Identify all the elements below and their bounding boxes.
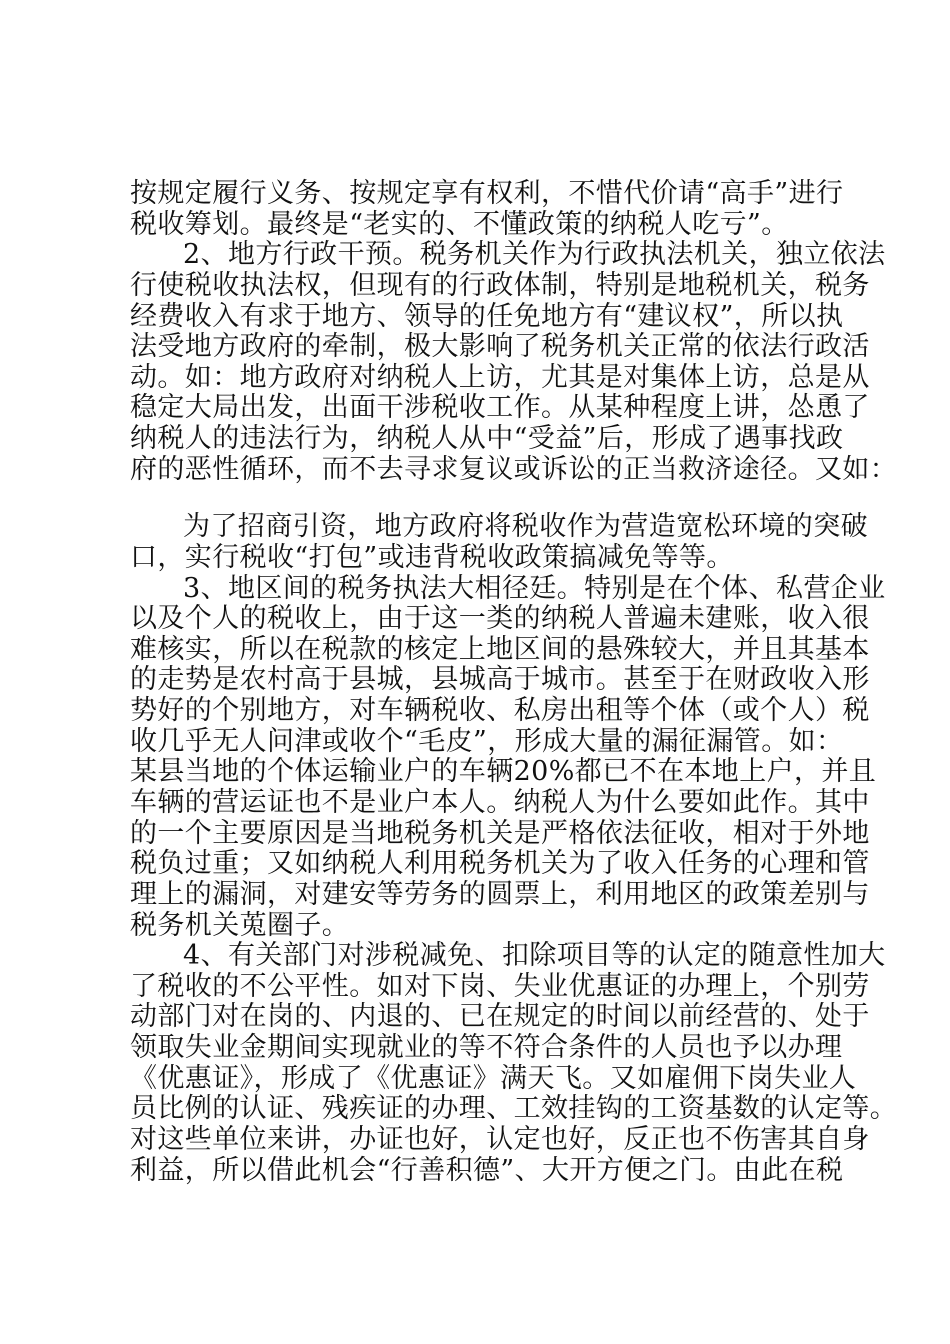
paragraph-line: 利益，所以借此机会“行善积德”、大开方便之门。由此在税 [130, 1154, 844, 1186]
paragraph-line: 纳税人的违法行为，纳税人从中“受益”后，形成了遇事找政 [130, 423, 844, 454]
paragraph-line: 4、有关部门对涉税减免、扣除项目等的认定的随意性加大 [183, 940, 886, 972]
paragraph-line: 难核实，所以在税款的核定上地区间的悬殊较大，并且其基本 [130, 633, 870, 665]
paragraph-line: 《优惠证》，形成了《优惠证》满天飞。又如雇佣下岗失业人 [130, 1062, 857, 1094]
paragraph-line: 领取失业金期间实现就业的等不符合条件的人员也予以办理 [130, 1032, 843, 1063]
paragraph-line: 了税收的不公平性。如对下岗、失业优惠证的办理上，个别劳 [130, 970, 870, 1002]
paragraph-line: 对这些单位来讲，办证也好，认定也好，反正也不伤害其自身 [130, 1123, 870, 1155]
paragraph-line: 的走势是农村高于县城，县城高于城市。甚至于在财政收入形 [130, 664, 870, 696]
paragraph-line: 税务机关莵圈子。 [130, 909, 350, 941]
paragraph-line: 按规定履行义务、按规定享有权利，不惜代价请“高手”进行 [130, 178, 844, 209]
paragraph-line: 稳定大局出发，出面干涉税收工作。从某种程度上讲，怂恿了 [130, 392, 870, 424]
paragraph-line: 收几乎无人问津或收个“毛皮”，形成大量的漏征漏管。如： [130, 725, 844, 757]
paragraph-line: 3、地区间的税务执法大相径廷。特别是在个体、私营企业 [183, 572, 886, 604]
paragraph-line: 2、地方行政干预。税务机关作为行政执法机关，独立依法 [183, 239, 886, 271]
paragraph-line: 经费收入有求于地方、领导的任免地方有“建议权”，所以执 [130, 300, 844, 332]
paragraph-line: 势好的个别地方，对车辆税收、私房出租等个体（或个人）税 [130, 695, 870, 727]
paragraph-line: 理上的漏洞，对建安等劳务的圆票上，利用地区的政策差别与 [130, 878, 870, 910]
paragraph-line: 动。如：地方政府对纳税人上访，尤其是对集体上访，总是从 [130, 361, 870, 393]
paragraph-line: 车辆的营运证也不是业户本人。纳税人为什么要如此作。其中 [130, 787, 870, 818]
paragraph-line: 行使税收执法权，但现有的行政体制，特别是地税机关，税务 [130, 269, 870, 301]
paragraph-line: 员比例的认证、残疾证的办理、工效挂钩的工资基数的认定等。 [130, 1093, 898, 1125]
paragraph-line: 法受地方政府的牵制，极大影响了税务机关正常的依法行政活 [130, 331, 870, 363]
paragraph-line: 某县当地的个体运输业户的车辆20%都已不在本地上户，并且 [130, 756, 877, 788]
paragraph-line: 税负过重；又如纳税人利用税务机关为了收入任务的心理和管 [130, 848, 870, 880]
paragraph-line: 口，实行税收“打包”或违背税收政策搞减免等等。 [130, 541, 734, 573]
paragraph-line: 动部门对在岗的、内退的、已在规定的时间以前经营的、处于 [130, 1001, 870, 1033]
paragraph-line: 的一个主要原因是当地税务机关是严格依法征收，相对于外地 [130, 817, 870, 849]
paragraph-line: 府的恶性循环，而不去寻求复议或诉讼的正当救济途径。又如： [130, 453, 898, 485]
paragraph-line: 以及个人的税收上，由于这一类的纳税人普遍未建账，收入很 [130, 603, 870, 635]
paragraph-line: 税收筹划。最终是“老实的、不懂政策的纳税人吃亏”。 [130, 208, 789, 240]
paragraph-line: 为了招商引资，地方政府将税收作为营造宽松环境的突破 [183, 511, 868, 543]
